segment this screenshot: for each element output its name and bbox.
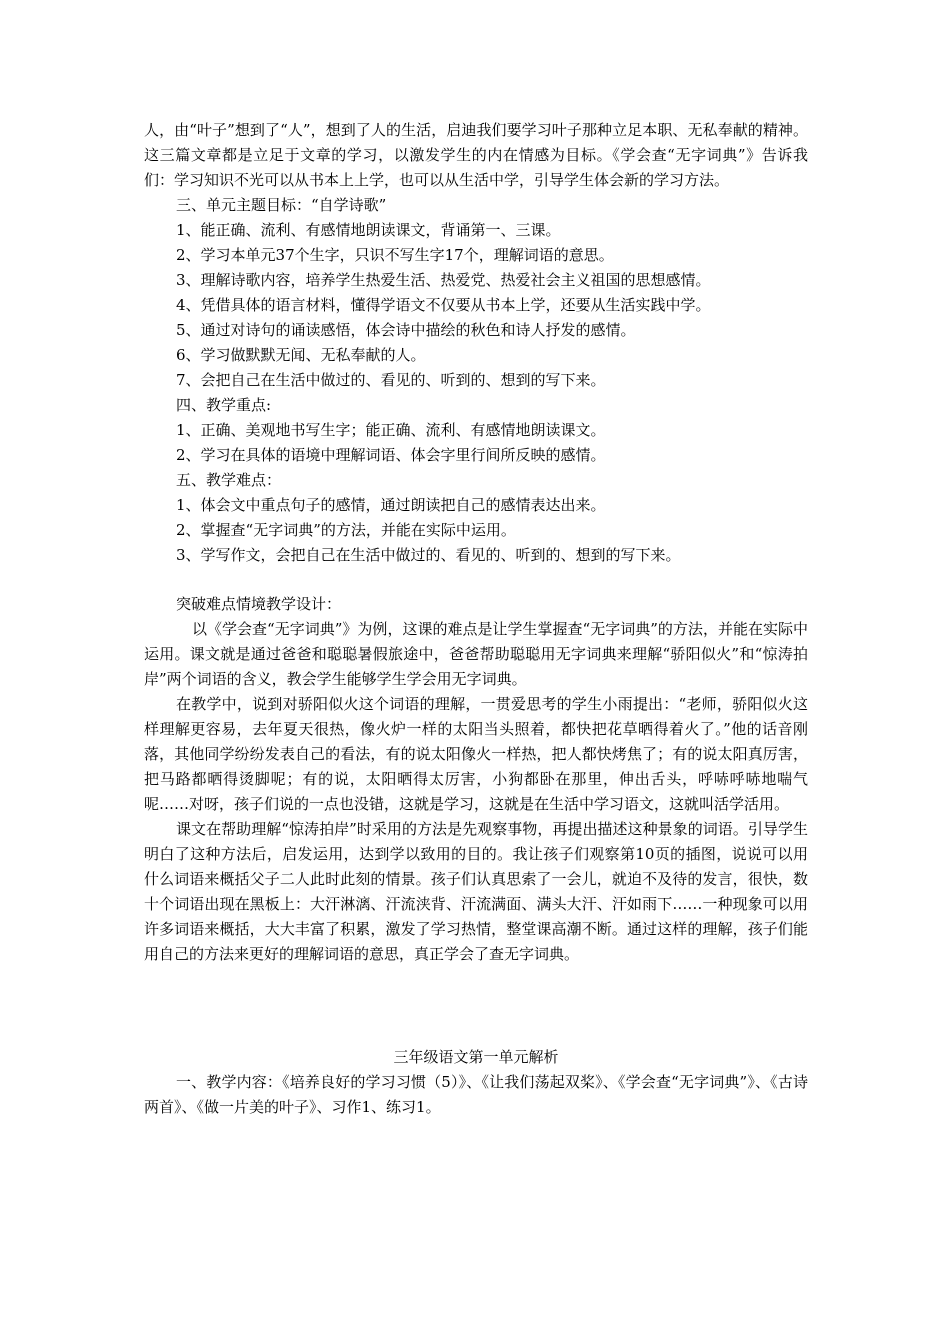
spacer [144,967,808,1045]
spacer [144,568,808,592]
goal-item-3: 3、理解诗歌内容，培养学生热爱生活、热爱党、热爱社会主义祖国的思想感情。 [176,271,711,289]
key-point-2: 2、学习在具体的语境中理解词语、体会字里行间所反映的感情。 [176,446,606,464]
design-paragraph-2: 在教学中，说到对骄阳似火这个词语的理解，一贯爱思考的学生小雨提出：“老师，骄阳似火这样理解更容易，去年夏天很热，像火炉一样的太阳当头照着，都快把花草晒得着火了。”他的话音刚落，其他同学纷纷发表自己的看法，有的说太阳像火一样热，把人都快烤焦了；有的说太阳真厉害，把马路都晒得烫脚呢；有的说，太阳晒得太厉害，小狗都卧在那里，伸出舌头，呼哧呼哧地喘气呢……对呀，孩子们说的一点也没错，这就是学习，这就是在生活中学习语文，这就叫活学活用。 [144,695,808,813]
document-page [144,118,808,1120]
heading-key-points: 四、教学重点: [176,396,272,414]
difficult-point-1: 1、体会文中重点句子的感情，通过朗读把自己的感情表达出来。 [176,496,606,514]
intro-paragraph: 人，由“叶子”想到了“人”，想到了人的生活，启迪我们要学习叶子那种立足本职、无私奉献的精神。这三篇文章都是立足于文章的学习，以激发学生的内在情感为目标。《学会查“无字词典”》告诉我们：学习知识不光可以从书本上上学，也可以从生活中学，引导学生体会新的学习方法。 [144,121,808,189]
heading-teaching-design: 突破难点情境教学设计： [176,595,342,613]
difficult-point-3: 3、学写作文，会把自己在生活中做过的、看见的、听到的、想到的写下来。 [176,546,681,564]
heading-unit-goals: 三、单元主题目标：“自学诗歌” [176,196,387,214]
goal-item-5: 5、通过对诗句的诵读感悟，体会诗中描绘的秋色和诗人抒发的感情。 [176,321,636,339]
section-title: 三年级语文第一单元解析 [393,1048,559,1066]
goal-item-1: 1、能正确、流利、有感情地朗读课文，背诵第一、三课。 [176,221,561,239]
goal-item-7: 7、会把自己在生活中做过的、看见的、听到的、想到的写下来。 [176,371,606,389]
teaching-content-paragraph: 一、教学内容：《培养良好的学习习惯（5）》、《让我们荡起双桨》、《学会查“无字词典”》、《古诗两首》、《做一片美的叶子》、习作1、练习1。 [144,1073,808,1116]
goal-item-6: 6、学习做默默无闻、无私奉献的人。 [176,346,426,364]
heading-difficult-points: 五、教学难点： [176,471,282,489]
design-paragraph-3: 课文在帮助理解“惊涛拍岸”时采用的方法是先观察事物，再提出描述这种景象的词语。引导学生明白了这种方法后，启发运用，达到学以致用的目的。我让孩子们观察第10页的插图，说说可以用什么词语来概括父子二人此时此刻的情景。孩子们认真思索了一会儿，就迫不及待的发言，很快，数十个词语出现在黑板上：大汗淋漓、汗流浃背、汗流满面、满头大汗、汗如雨下……一种现象可以用许多词语来概括，大大丰富了积累，激发了学习热情，整堂课高潮不断。通过这样的理解，孩子们能用自己的方法来更好的理解词语的意思，真正学会了查无字词典。 [144,820,808,963]
goal-item-4: 4、凭借具体的语言材料，懂得学语文不仅要从书本上学，还要从生活实践中学。 [176,296,711,314]
design-paragraph-1: 以《学会查“无字词典”》为例，这课的难点是让学生掌握查“无字词典”的方法，并能在实际中运用。课文就是通过爸爸和聪聪暑假旅途中，爸爸帮助聪聪用无字词典来理解“骄阳似火”和“惊涛拍岸”两个词语的含义，教会学生能够学生学会用无字词典。 [144,620,808,688]
difficult-point-2: 2、掌握查“无字词典”的方法，并能在实际中运用。 [176,521,516,539]
key-point-1: 1、正确、美观地书写生字；能正确、流利、有感情地朗读课文。 [176,421,606,439]
goal-item-2: 2、学习本单元37个生字，只识不写生字17个，理解词语的意思。 [176,246,614,264]
